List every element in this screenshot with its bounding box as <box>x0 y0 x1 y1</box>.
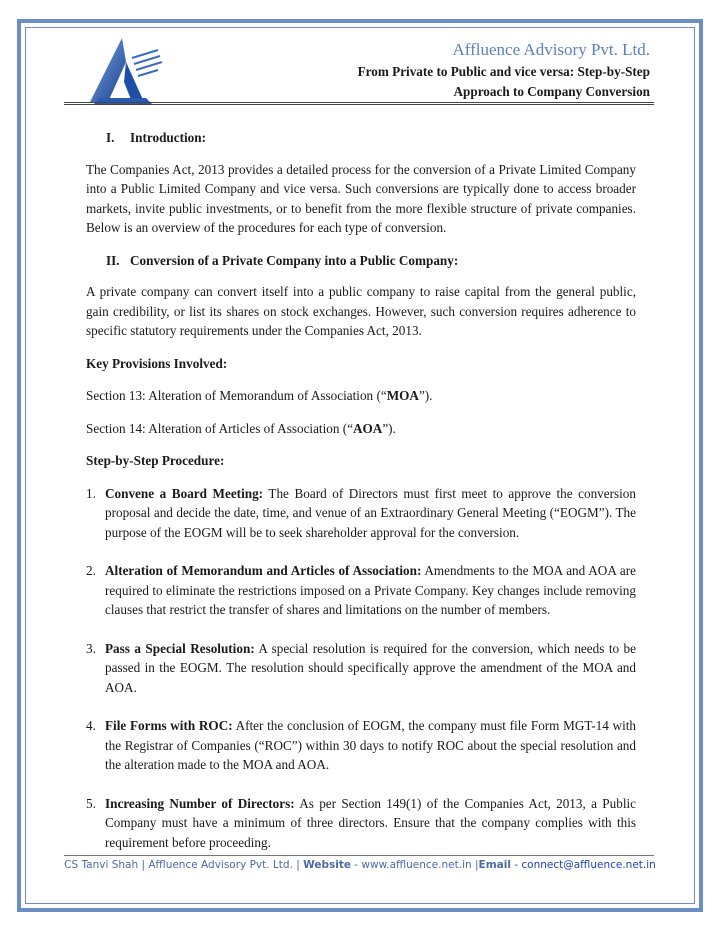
section-number: I. <box>106 130 115 145</box>
step-title: Pass a Special Resolution: <box>105 640 255 656</box>
provision-section-14 <box>86 419 636 439</box>
step-number: 3. <box>86 640 96 656</box>
provision-text: Section 13: Alteration of Memorandum of Association (“ <box>86 388 387 403</box>
footer-email-link[interactable]: - connect@affluence.net.in <box>510 859 656 871</box>
footer-email-label: Email <box>478 859 511 871</box>
document-subtitle <box>290 62 650 102</box>
list-item <box>86 794 636 853</box>
subtitle-line-1: From Private to Public and vice versa: Step-by-Step <box>357 64 650 79</box>
step-title: Alteration of Memorandum and Articles of Association: <box>105 563 422 578</box>
step-text: As per Section 149(1) of the Companies Act, 2013, a Public Company must have a minimum of three directors. Ensure that the company complies with this requirement before proceeding. <box>105 795 636 850</box>
step-text: After the conclusion of EOGM, the company must file Form MGT-14 with the Registrar of Companies (“ROC”) within 30 days to notify ROC about the special resolution and the alteration made to the MOA and AOA. <box>105 718 636 772</box>
provision-text: Section 14: Alteration of Articles of Association (“ <box>86 420 353 436</box>
provision-section-13 <box>86 386 636 406</box>
section-number: II. <box>106 252 120 268</box>
step-number: 5. <box>86 795 96 811</box>
footer-author: CS Tanvi Shah | Affluence Advisory Pvt. Ltd. | <box>64 859 304 871</box>
section-title: Introduction: <box>130 130 206 145</box>
document-body <box>86 128 636 871</box>
footer-divider <box>64 855 654 856</box>
step-text: A special resolution is required for the conversion, which needs to be passed in the EOGM. The resolution should specifically approve the amendment of the MOA and AOA. <box>105 640 636 695</box>
procedure-heading: Step-by-Step Procedure: <box>86 453 225 468</box>
step-text: The Board of Directors must first meet to approve the conversion proposal and decide the date, time, and venue of an Extraordinary General Meeting (“EOGM”). The purpose of the EOGM will be to seek shareholder approval for the conversion. <box>105 485 636 540</box>
step-text: Amendments to the MOA and AOA are required to eliminate the restrictions imposed on a Private Company. Key changes include removing clauses that restrict the transfer of shares and limitations on the number of members. <box>105 563 636 617</box>
provision-abbrev: AOA <box>353 420 383 436</box>
provision-text: ”). <box>418 388 433 403</box>
section-title: Conversion of a Private Company into a Public Company: <box>130 252 459 268</box>
procedure-steps-list <box>86 484 636 853</box>
list-item <box>86 716 636 775</box>
key-provisions-heading: Key Provisions Involved: <box>86 355 228 371</box>
step-title: Increasing Number of Directors: <box>105 795 295 811</box>
footer-website-link[interactable]: - www.affluence.net.in | <box>350 859 479 871</box>
list-item <box>86 484 636 543</box>
section-heading-conversion <box>86 251 636 271</box>
provision-abbrev: MOA <box>386 388 419 403</box>
company-name: Affluence Advisory Pvt. Ltd. <box>452 40 650 59</box>
step-title: File Forms with ROC: <box>105 718 233 733</box>
footer-website-label: Website <box>303 859 351 871</box>
step-number: 1. <box>86 485 96 501</box>
list-item <box>86 639 636 698</box>
section-heading-introduction <box>86 128 636 148</box>
step-number: 4. <box>86 718 96 733</box>
header-divider <box>64 102 654 105</box>
page-footer <box>0 859 720 871</box>
step-number: 2. <box>86 563 96 578</box>
conversion-paragraph: A private company can convert itself into a public company to raise capital from the general public, gain credibility, or list its shares on stock exchanges. However, such conversion requires adherence to specific statutory requirements under the Companies Act, 2013. <box>86 284 636 338</box>
affluence-logo-icon <box>86 36 168 106</box>
step-title: Convene a Board Meeting: <box>105 485 264 501</box>
provision-text: ”). <box>382 420 396 436</box>
list-item <box>86 561 636 620</box>
intro-paragraph: The Companies Act, 2013 provides a detailed process for the conversion of a Private Limited Company into a Public Limited Company and vice versa. Such conversions are typically done to access broader markets, invite public investments, or to benefit from the more flexible structure of private companies. Below is an overview of the procedures for each type of conversion. <box>86 161 636 235</box>
subtitle-line-2: Approach to Company Conversion <box>453 84 650 99</box>
